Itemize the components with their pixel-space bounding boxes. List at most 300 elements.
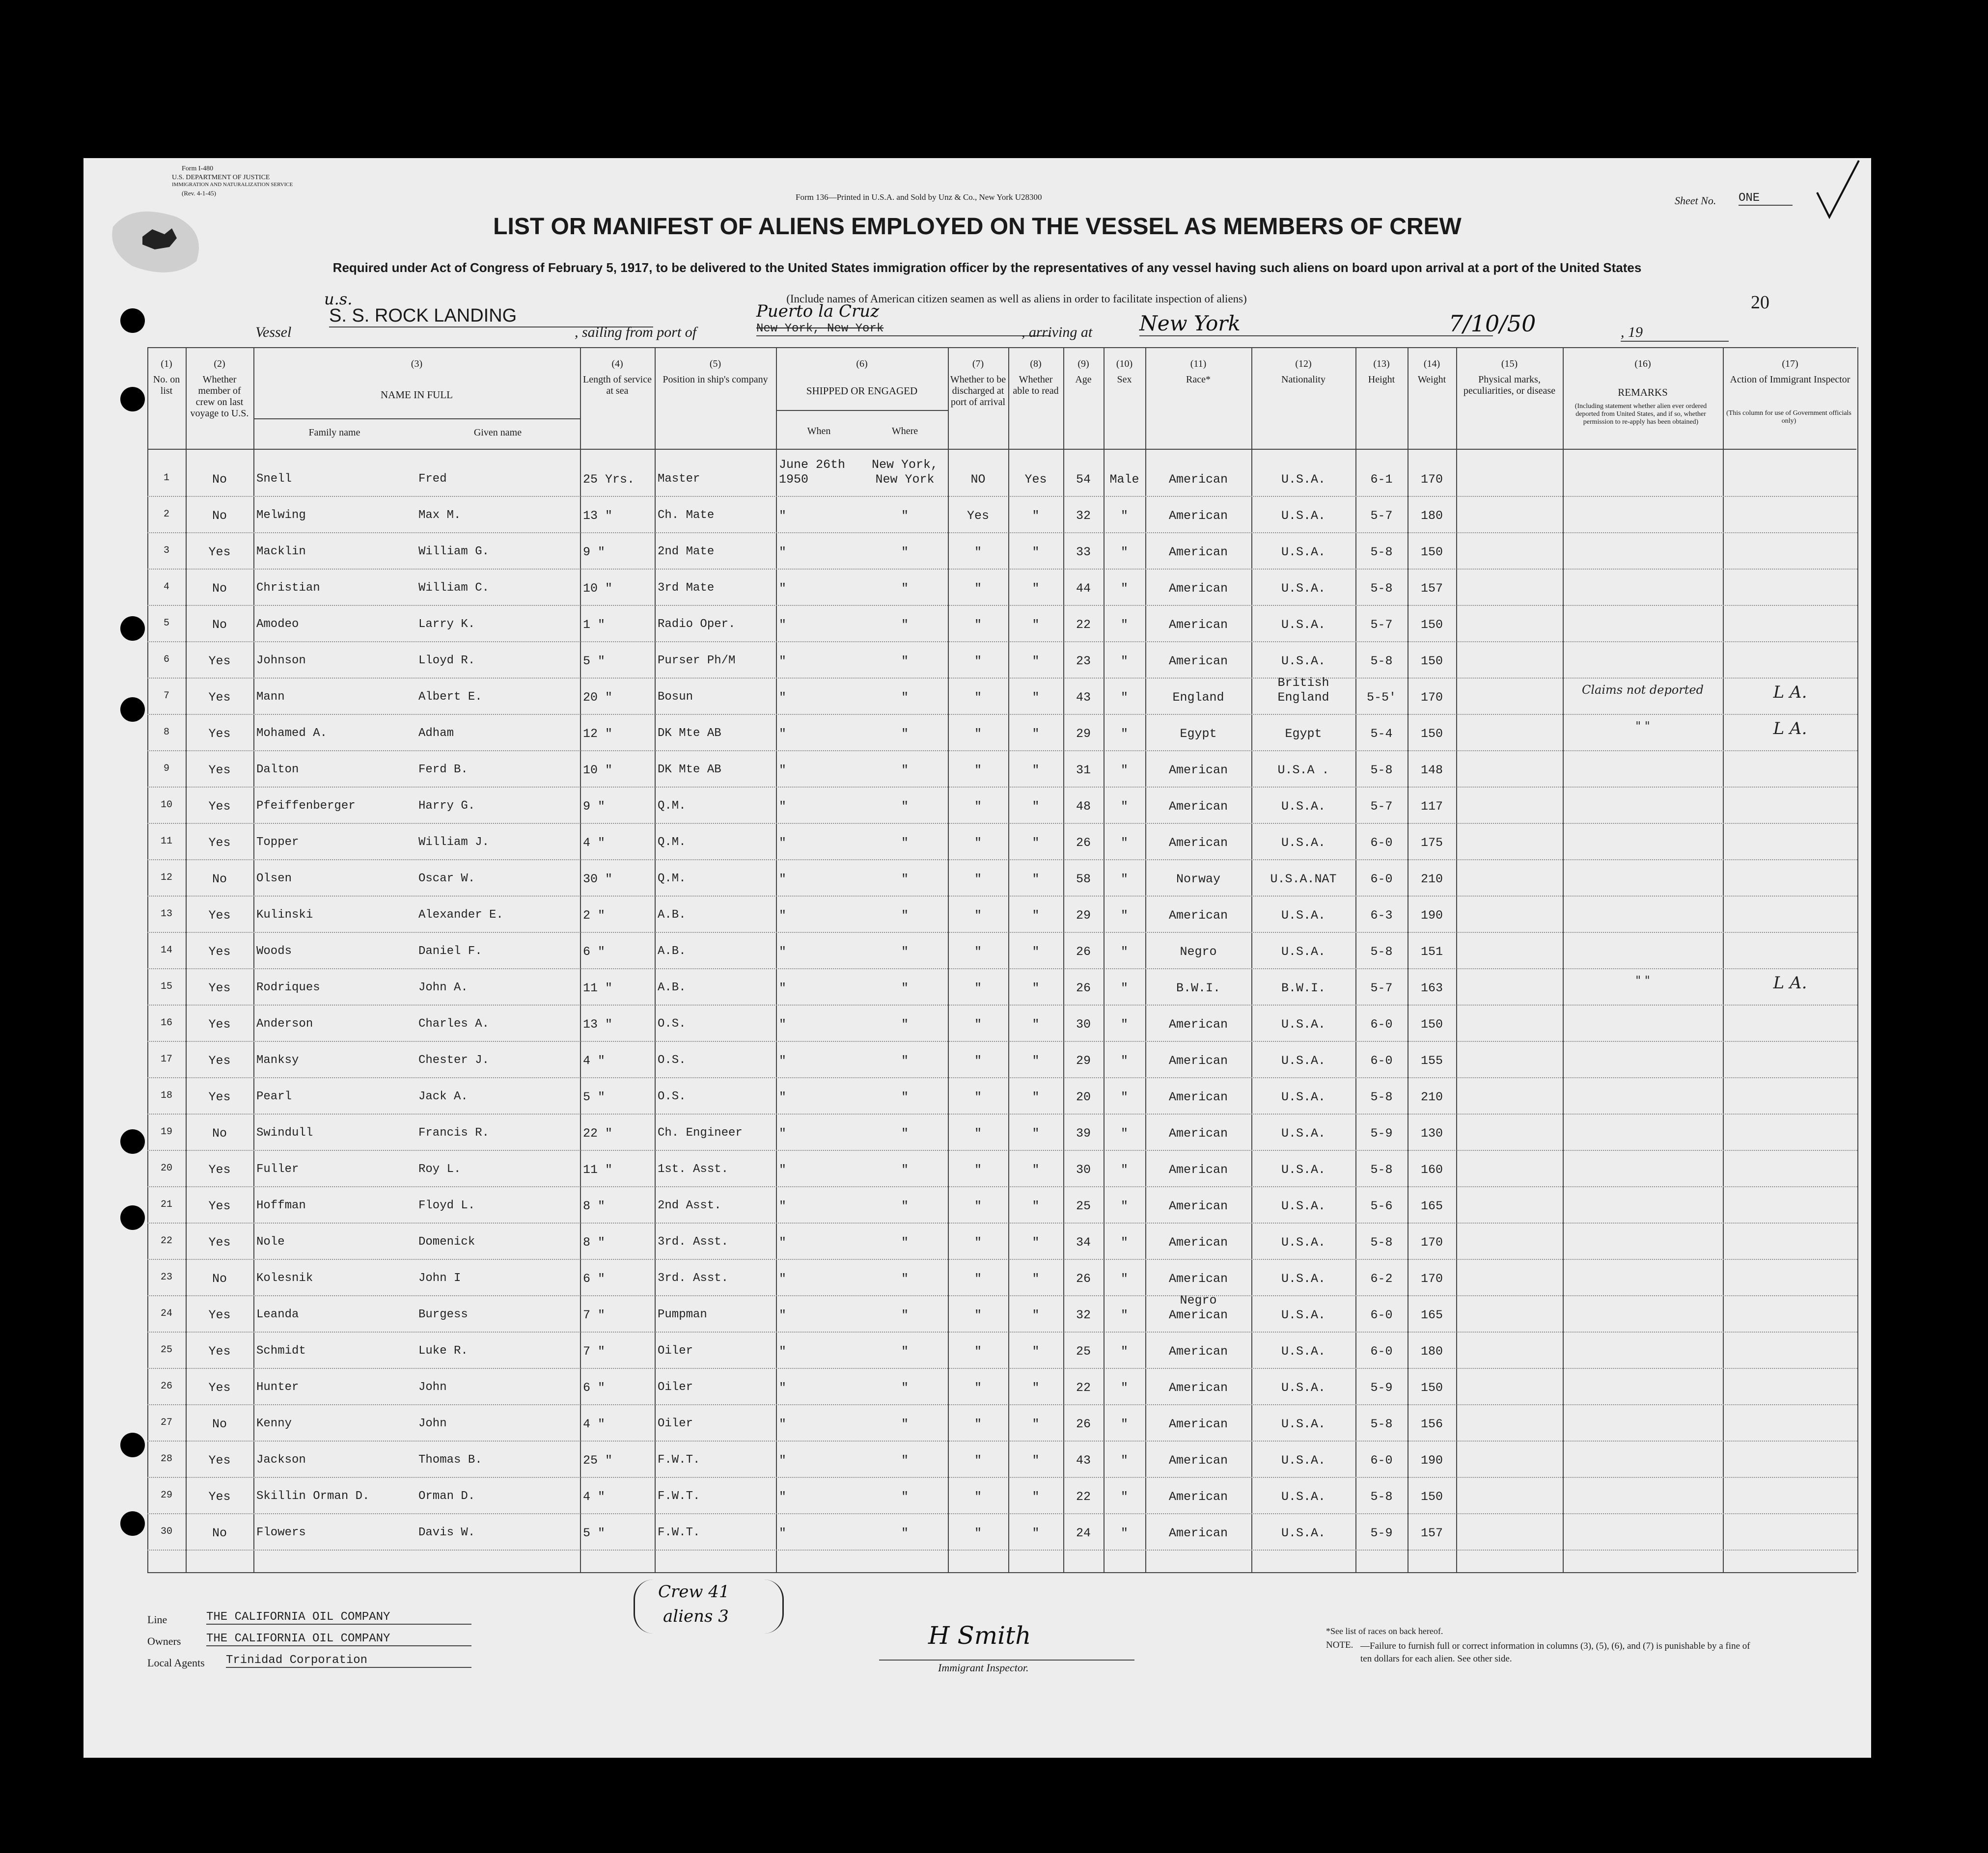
row-read: " <box>1032 1417 1040 1431</box>
row-read: " <box>1032 799 1040 814</box>
row-last: Yes <box>208 1163 231 1177</box>
row-where: " <box>901 1235 909 1250</box>
row-height: 5-9 <box>1370 1381 1393 1395</box>
column-number: (14) <box>1423 358 1440 369</box>
row-sex: " <box>1120 1308 1128 1322</box>
row-read: " <box>1032 581 1040 596</box>
row-given: Adham <box>418 727 454 740</box>
row-height: 5-7 <box>1370 981 1393 995</box>
row-rule <box>147 787 1857 788</box>
row-sex: Male <box>1109 472 1139 487</box>
column-rule <box>1456 347 1457 1572</box>
row-family: Swindull <box>256 1126 313 1140</box>
row-position: 3rd Mate <box>658 581 715 595</box>
row-race: England <box>1172 690 1224 705</box>
row-family: Topper <box>256 836 299 849</box>
row-service: 22 " <box>583 1126 613 1141</box>
column-number: (13) <box>1373 358 1390 369</box>
row-no: 12 <box>160 872 172 883</box>
column-rule <box>1008 347 1009 1572</box>
row-family: Olsen <box>256 872 292 885</box>
row-sex: " <box>1120 1090 1128 1104</box>
row-weight: 150 <box>1420 1381 1443 1395</box>
row-height: 5-8 <box>1370 1235 1393 1250</box>
row-last: Yes <box>208 1017 231 1032</box>
row-position: A.B. <box>658 981 686 994</box>
row-where: " <box>901 1090 909 1104</box>
row-no: 15 <box>160 981 172 992</box>
row-age: 33 <box>1076 545 1091 559</box>
row-rule <box>147 896 1857 897</box>
row-weight: 150 <box>1420 1490 1443 1504</box>
row-service: 10 " <box>583 763 613 777</box>
row-rule <box>147 1186 1857 1187</box>
row-read: " <box>1032 1126 1040 1141</box>
row-service: 13 " <box>583 509 613 523</box>
row-sex: " <box>1120 1054 1128 1068</box>
row-nat: U.S.A. <box>1281 581 1325 596</box>
row-read: " <box>1032 1090 1040 1104</box>
action-note: (This column for use of Government officials only) <box>1726 409 1851 425</box>
row-disch: " <box>974 1381 982 1395</box>
printer-line: Form 136—Printed in U.S.A. and Sold by Unz & Co., New York U28300 <box>796 192 1042 202</box>
arriving-label: , arriving at <box>1022 324 1093 340</box>
column-number: (12) <box>1295 358 1312 369</box>
row-no: 11 <box>160 836 172 847</box>
row-sex: " <box>1120 1163 1128 1177</box>
column-rule <box>1251 347 1252 1572</box>
row-read: " <box>1032 1054 1040 1068</box>
row-read: " <box>1032 690 1040 705</box>
row-when: " <box>779 1381 787 1395</box>
manifest-sheet <box>83 158 1871 1758</box>
row-age: 24 <box>1076 1526 1091 1540</box>
row-where: " <box>901 509 909 523</box>
column-number: (16) <box>1634 358 1651 369</box>
row-position: Pumpman <box>658 1308 707 1321</box>
row-weight: 148 <box>1420 763 1443 777</box>
column-number: (6) <box>856 358 868 369</box>
row-where: " <box>901 1490 909 1504</box>
row-family: Nole <box>256 1235 285 1249</box>
row-service: 6 " <box>583 1272 606 1286</box>
column-label: Height <box>1368 374 1395 385</box>
row-rule <box>147 569 1857 570</box>
row-age: 22 <box>1076 1490 1091 1504</box>
row-service: 30 " <box>583 872 613 886</box>
subheader-given: Given name <box>473 427 522 438</box>
revision-date: (Rev. 4-1-45) <box>182 190 216 197</box>
row-rule <box>147 750 1857 751</box>
row-nat: U.S.A. <box>1281 618 1325 632</box>
row-age: 26 <box>1076 1417 1091 1431</box>
row-rule <box>147 1077 1857 1078</box>
row-given: Roy L. <box>418 1163 461 1176</box>
row-disch: NO <box>970 472 986 487</box>
column-label: Sex <box>1117 374 1132 385</box>
row-read: " <box>1032 908 1040 923</box>
row-where: " <box>901 1344 909 1359</box>
row-weight: 156 <box>1420 1417 1443 1431</box>
row-last: Yes <box>208 690 231 705</box>
row-race: American <box>1168 1199 1228 1213</box>
row-no: 29 <box>160 1490 172 1501</box>
row-height: 6-0 <box>1370 1308 1393 1322</box>
row-where: " <box>901 1126 909 1141</box>
row-height: 5-9 <box>1370 1126 1393 1141</box>
row-when: " <box>779 1163 787 1177</box>
row-last: No <box>212 1126 227 1141</box>
row-read: " <box>1032 1163 1040 1177</box>
row-service: 6 " <box>583 945 606 959</box>
row-when: " <box>779 727 787 741</box>
row-service: 12 " <box>583 727 613 741</box>
row-weight: 175 <box>1420 836 1443 850</box>
row-where: " <box>901 1054 909 1068</box>
row-nat: U.S.A. <box>1281 1417 1325 1431</box>
row-no: 7 <box>163 690 169 702</box>
row-race: American <box>1168 1417 1228 1431</box>
row-sex: " <box>1120 727 1128 741</box>
row-position: Ch. Mate <box>658 509 715 522</box>
row-height: 6-0 <box>1370 1453 1393 1468</box>
row-disch: " <box>974 727 982 741</box>
row-service: 4 " <box>583 1490 606 1504</box>
row-when: " <box>779 763 787 777</box>
row-nat: U.S.A. <box>1281 472 1325 487</box>
row-when: " <box>779 1344 787 1359</box>
vessel-label: Vessel <box>255 324 292 340</box>
row-race: American <box>1168 1054 1228 1068</box>
row-family: Dalton <box>256 763 299 776</box>
row-nat: U.S.A. <box>1281 1490 1325 1504</box>
row-family: Macklin <box>256 545 306 558</box>
row-read: " <box>1032 1308 1040 1322</box>
binder-hole <box>120 616 145 641</box>
row-height: 6-3 <box>1370 908 1393 923</box>
row-no: 16 <box>160 1017 172 1029</box>
subheader-where: Where <box>891 426 918 436</box>
row-read: " <box>1032 1235 1040 1250</box>
row-disch: " <box>974 1453 982 1468</box>
row-where: " <box>901 1381 909 1395</box>
row-age: 29 <box>1076 727 1091 741</box>
row-family: Kulinski <box>256 908 313 922</box>
row-height: 5-8 <box>1370 545 1393 559</box>
row-age: 39 <box>1076 1126 1091 1141</box>
row-race: American <box>1168 1090 1228 1104</box>
col3-divider <box>253 418 580 419</box>
row-no: 8 <box>163 727 169 738</box>
row-where: " <box>901 872 909 886</box>
row-where: " <box>901 727 909 741</box>
row-race: American <box>1168 509 1228 523</box>
row-no: 17 <box>160 1054 172 1065</box>
signature-line <box>879 1660 1134 1661</box>
row-read: " <box>1032 1490 1040 1504</box>
row-sex: " <box>1120 690 1128 705</box>
row-position: Bosun <box>658 690 693 704</box>
row-disch: " <box>974 654 982 668</box>
column-number: (9) <box>1077 358 1089 369</box>
row-nat: U.S.A. <box>1281 836 1325 850</box>
column-number: (15) <box>1501 358 1518 369</box>
row-position: Ch. Engineer <box>658 1126 743 1140</box>
row-nat: B.W.I. <box>1281 981 1325 995</box>
row-position: 2nd Mate <box>658 545 715 558</box>
row-height: 5-7 <box>1370 799 1393 814</box>
row-family: Melwing <box>256 509 306 522</box>
row-no: 22 <box>160 1235 172 1247</box>
row-race: American <box>1168 618 1228 632</box>
row-weight: 180 <box>1420 1344 1443 1359</box>
row-weight: 157 <box>1420 581 1443 596</box>
row-read: " <box>1032 654 1040 668</box>
row-nat: British England <box>1277 676 1329 705</box>
row-read: " <box>1032 545 1040 559</box>
row-rule <box>147 1441 1857 1442</box>
row-sex: " <box>1120 545 1128 559</box>
column-rule <box>580 347 581 1572</box>
row-service: 11 " <box>583 1163 613 1177</box>
row-position: 3rd. Asst. <box>658 1272 729 1285</box>
column-rule <box>1723 347 1724 1572</box>
line-label: Line <box>147 1613 167 1626</box>
binder-hole <box>120 387 145 411</box>
row-rule <box>147 1404 1857 1405</box>
manifest-subtitle: Required under Act of Congress of February 5, 1917, to be delivered to the United States immigration officer by the representatives of any vessel having such aliens on board upon arrival at a port of the United States <box>332 260 1642 275</box>
row-race: American <box>1168 1272 1228 1286</box>
column-label: Whether able to read <box>1013 374 1059 396</box>
column-rule <box>1355 347 1356 1572</box>
row-disch: " <box>974 1199 982 1213</box>
row-last: Yes <box>208 1054 231 1068</box>
column-rule <box>1063 347 1064 1572</box>
agents-label: Local Agents <box>147 1657 205 1669</box>
row-age: 43 <box>1076 1453 1091 1468</box>
row-read: " <box>1032 618 1040 632</box>
row-service: 5 " <box>583 1090 606 1104</box>
row-race: American <box>1168 763 1228 777</box>
row-family: Jackson <box>256 1453 306 1467</box>
row-race: American <box>1168 1490 1228 1504</box>
row-service: 4 " <box>583 1417 606 1431</box>
row-nat: U.S.A. <box>1281 908 1325 923</box>
column-rule <box>948 347 949 1572</box>
row-when: " <box>779 1272 787 1286</box>
row-where: " <box>901 581 909 596</box>
row-weight: 165 <box>1420 1199 1443 1213</box>
row-where: " <box>901 1526 909 1540</box>
row-height: 5-9 <box>1370 1526 1393 1540</box>
row-age: 22 <box>1076 618 1091 632</box>
row-disch: " <box>974 1344 982 1359</box>
row-race: American <box>1168 908 1228 923</box>
row-no: 1 <box>163 472 169 484</box>
row-family: Manksy <box>256 1054 299 1067</box>
row-where: " <box>901 763 909 777</box>
row-sex: " <box>1120 1017 1128 1032</box>
row-last: No <box>212 581 227 596</box>
row-no: 3 <box>163 545 169 556</box>
table-bottom-border <box>147 1572 1856 1573</box>
row-rule <box>147 605 1857 606</box>
row-rule <box>147 641 1857 642</box>
column-number: (3) <box>411 358 423 369</box>
row-sex: " <box>1120 945 1128 959</box>
column-rule <box>1857 347 1858 1572</box>
row-sex: " <box>1120 1235 1128 1250</box>
column-label: Whether to be discharged at port of arrival <box>950 374 1006 408</box>
vessel-name: S. S. ROCK LANDING <box>329 305 653 327</box>
row-last: No <box>212 472 227 487</box>
row-nat: U.S.A. <box>1281 654 1325 668</box>
row-height: 5-7 <box>1370 509 1393 523</box>
row-given: Floyd L. <box>418 1199 475 1212</box>
row-age: 26 <box>1076 981 1091 995</box>
owners-value: THE CALIFORNIA OIL COMPANY <box>206 1632 471 1646</box>
row-family: Amodeo <box>256 618 299 631</box>
column-rule <box>1563 347 1564 1572</box>
row-remarks: " " <box>1635 719 1650 733</box>
row-age: 30 <box>1076 1163 1091 1177</box>
row-when: " <box>779 545 787 559</box>
row-position: 1st. Asst. <box>658 1163 729 1176</box>
column-number: (5) <box>709 358 721 369</box>
column-number: (8) <box>1030 358 1042 369</box>
row-where: " <box>901 981 909 995</box>
row-sex: " <box>1120 1417 1128 1431</box>
row-height: 6-0 <box>1370 836 1393 850</box>
row-no: 10 <box>160 799 172 811</box>
row-age: 29 <box>1076 1054 1091 1068</box>
row-height: 5-8 <box>1370 581 1393 596</box>
row-where: " <box>901 1308 909 1322</box>
row-weight: 163 <box>1420 981 1443 995</box>
row-nat: U.S.A. <box>1281 1526 1325 1540</box>
row-age: 54 <box>1076 472 1091 487</box>
row-service: 4 " <box>583 836 606 850</box>
row-when: " <box>779 799 787 814</box>
row-weight: 210 <box>1420 1090 1443 1104</box>
column-label: REMARKS <box>1618 386 1668 398</box>
row-when: " <box>779 1453 787 1468</box>
year-label: , 19 <box>1621 324 1729 342</box>
row-no: 9 <box>163 763 169 774</box>
row-where: New York, New York <box>871 458 939 487</box>
row-nat: U.S.A. <box>1281 799 1325 814</box>
row-nat: U.S.A. <box>1281 945 1325 959</box>
row-read: " <box>1032 1381 1040 1395</box>
row-last: Yes <box>208 1453 231 1468</box>
vessel-prefix: u.s. <box>324 290 353 308</box>
sailing-label: , sailing from port of <box>575 324 697 340</box>
row-given: John <box>418 1381 447 1394</box>
row-service: 1 " <box>583 618 606 632</box>
row-weight: 170 <box>1420 472 1443 487</box>
binder-hole <box>120 1129 145 1154</box>
row-when: " <box>779 1490 787 1504</box>
row-race: American <box>1168 836 1228 850</box>
column-rule <box>147 347 148 1572</box>
row-last: Yes <box>208 1199 231 1213</box>
row-when: June 26th 1950 <box>779 458 846 487</box>
row-disch: " <box>974 836 982 850</box>
row-nat: Egypt <box>1285 727 1322 741</box>
row-sex: " <box>1120 799 1128 814</box>
row-when: " <box>779 690 787 705</box>
row-height: 5-6 <box>1370 1199 1393 1213</box>
row-where: " <box>901 618 909 632</box>
row-no: 19 <box>160 1126 172 1138</box>
row-family: Pearl <box>256 1090 292 1103</box>
binder-hole <box>120 308 145 333</box>
row-nat: U.S.A. <box>1281 1272 1325 1286</box>
port-typed: New York, New York <box>756 322 1051 336</box>
row-given: Thomas B. <box>418 1453 482 1467</box>
row-no: 26 <box>160 1381 172 1392</box>
row-last: No <box>212 509 227 523</box>
form-number: Form I-480 <box>182 165 214 172</box>
column-label: SHIPPED OR ENGAGED <box>806 385 918 397</box>
row-last: Yes <box>208 1381 231 1395</box>
row-height: 6-1 <box>1370 472 1393 487</box>
row-rule <box>147 1477 1857 1478</box>
row-weight: 170 <box>1420 1235 1443 1250</box>
row-race: American <box>1168 1163 1228 1177</box>
row-when: " <box>779 872 787 886</box>
row-position: Oiler <box>658 1417 693 1430</box>
row-position: F.W.T. <box>658 1526 700 1539</box>
row-given: Jack A. <box>418 1090 468 1103</box>
row-position: Oiler <box>658 1381 693 1394</box>
row-age: 25 <box>1076 1344 1091 1359</box>
row-age: 32 <box>1076 1308 1091 1322</box>
row-nat: U.S.A.NAT <box>1270 872 1337 886</box>
row-last: Yes <box>208 727 231 741</box>
row-service: 20 " <box>583 690 613 705</box>
row-age: 44 <box>1076 581 1091 596</box>
row-age: 32 <box>1076 509 1091 523</box>
column-label: Position in ship's company <box>663 374 768 385</box>
row-last: No <box>212 1526 227 1540</box>
row-position: A.B. <box>658 945 686 958</box>
row-nat: U.S.A. <box>1281 1381 1325 1395</box>
row-disch: " <box>974 1235 982 1250</box>
row-sex: " <box>1120 872 1128 886</box>
row-position: A.B. <box>658 908 686 922</box>
row-when: " <box>779 1017 787 1032</box>
row-where: " <box>901 836 909 850</box>
row-nat: U.S.A. <box>1281 1163 1325 1177</box>
row-nat: U.S.A. <box>1281 1235 1325 1250</box>
row-sex: " <box>1120 1381 1128 1395</box>
row-disch: " <box>974 1490 982 1504</box>
row-nat: U.S.A. <box>1281 1054 1325 1068</box>
note-text: —Failure to furnish full or correct information in columns (3), (5), (6), and (7) is punishable by a fine of ten dollars for each alien. See other side. <box>1360 1641 1750 1664</box>
row-nat: U.S.A. <box>1281 1453 1325 1468</box>
row-when: " <box>779 1054 787 1068</box>
row-rule <box>147 1368 1857 1369</box>
row-sex: " <box>1120 509 1128 523</box>
row-given: Fred <box>418 472 447 486</box>
row-family: Johnson <box>256 654 306 667</box>
row-height: 6-0 <box>1370 1017 1393 1032</box>
row-when: " <box>779 1090 787 1104</box>
row-no: 30 <box>160 1526 172 1537</box>
row-given: John <box>418 1417 447 1430</box>
row-read: " <box>1032 763 1040 777</box>
